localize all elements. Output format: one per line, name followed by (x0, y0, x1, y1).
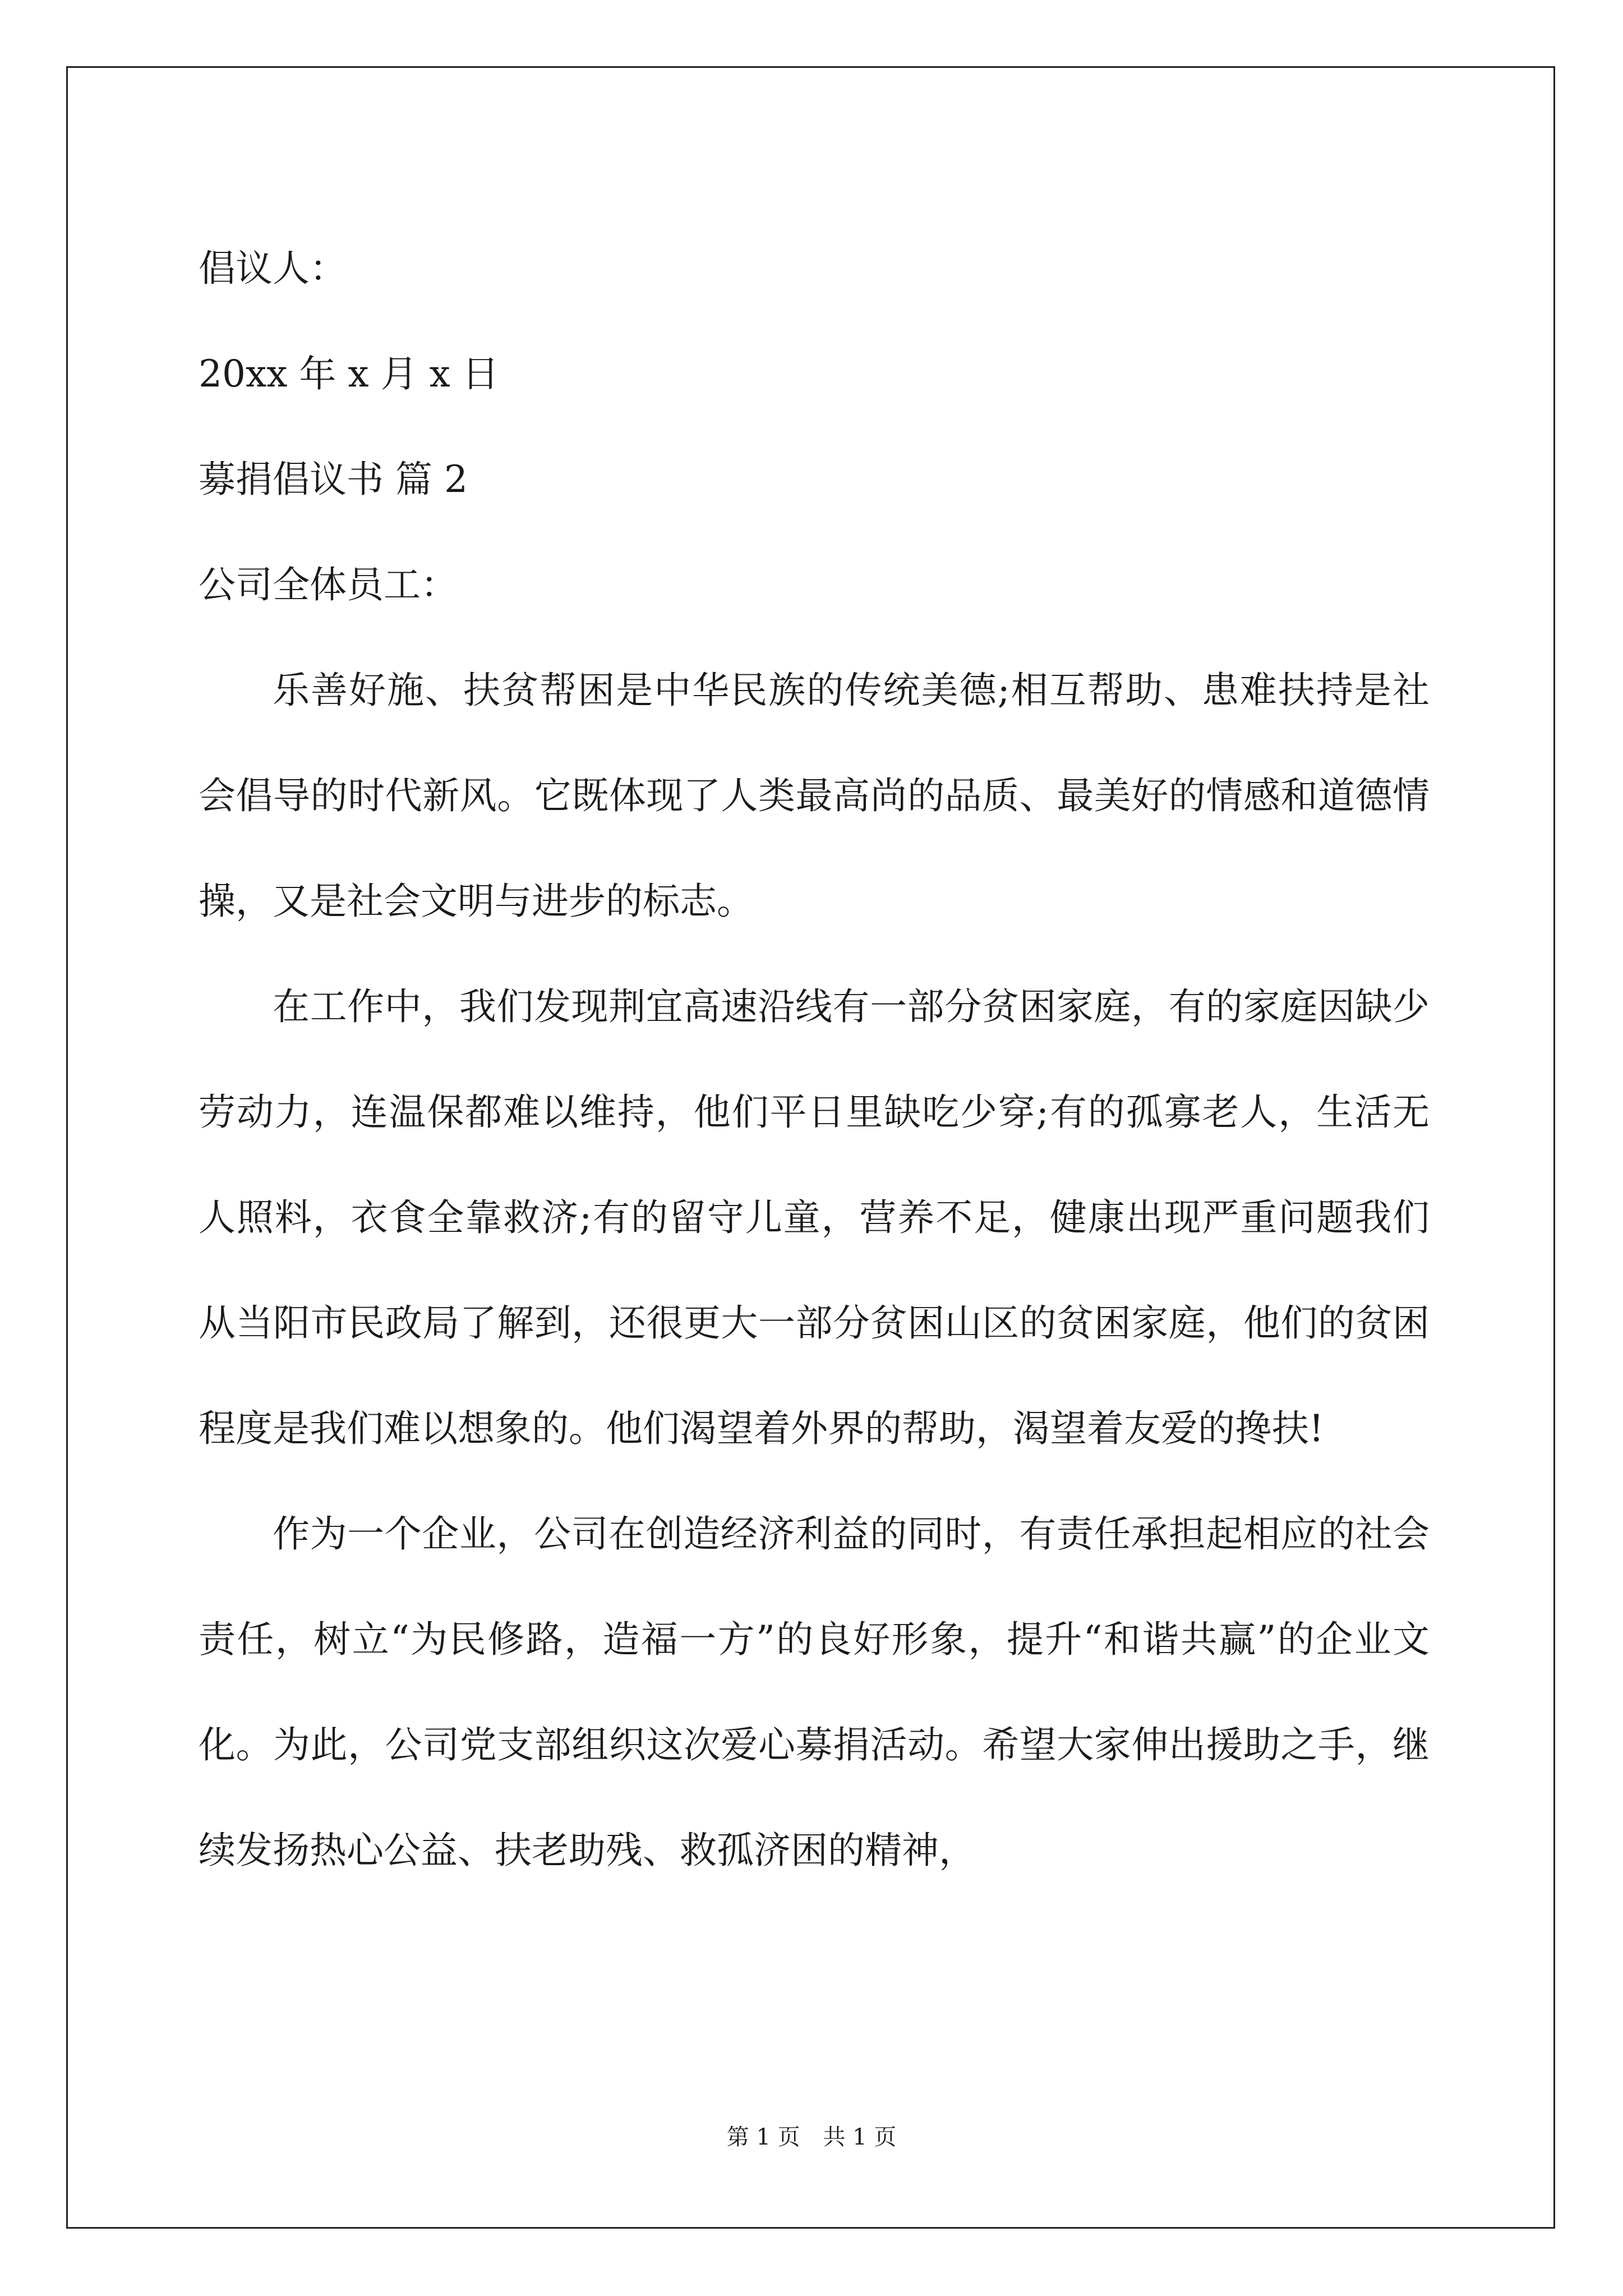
page-total: 共 1 页 (823, 2124, 897, 2150)
initiator-line: 倡议人： (199, 247, 347, 290)
section-title: 募捐倡议书 篇 2 (199, 458, 468, 501)
paragraph-1: 乐善好施、扶贫帮困是中华民族的传统美德;相互帮助、患难扶持是社会倡导的时代新风。它既体现了人类最高尚的品质、最美好的情感和道德情操，又是社会文明与进步的标志。 (199, 669, 1430, 923)
page-footer (0, 2120, 1623, 2154)
salutation: 公司全体员工： (199, 563, 458, 606)
paragraph-3: 作为一个企业，公司在创造经济利益的同时，有责任承担起相应的社会责任，树立“为民修路，造福一方”的良好形象，提升“和谐共赢”的企业文化。为此，公司党支部组织这次爱心募捐活动。希望大家伸出援助之手，继续发扬热心公益、扶老助残、救孤济困的精神， (199, 1512, 1430, 1872)
page-number: 第 1 页 (726, 2124, 800, 2150)
date-line: 20xx 年 x 月 x 日 (199, 352, 499, 395)
document-body (199, 216, 1430, 1903)
paragraph-2: 在工作中，我们发现荆宜高速沿线有一部分贫困家庭，有的家庭因缺少劳动力，连温保都难以维持，他们平日里缺吃少穿;有的孤寡老人，生活无人照料，衣食全靠救济;有的留守儿童，营养不足，健康出现严重问题我们从当阳市民政局了解到，还很更大一部分贫困山区的贫困家庭，他们的贫困程度是我们难以想象的。他们渴望着外界的帮助，渴望着友爱的搀扶! (199, 985, 1430, 1450)
